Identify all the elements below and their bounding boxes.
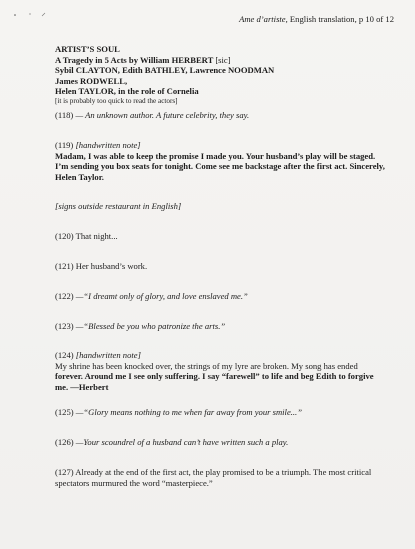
entry-118: (118) — An unknown author. A future celebrity, they say. <box>55 110 250 120</box>
entry-124: (124) [handwritten note] My shrine has been knocked over, the strings of my lyre are broken. My song has ended forever. Around me I see only suffering. I say “farewell” to life and beg Edith to forgive me. —Herbert <box>55 350 385 392</box>
cast-line-3: Helen TAYLOR, in the role of Cornelia <box>55 86 199 97</box>
signs-note: [signs outside restaurant in English] <box>55 201 182 211</box>
sic-note: [sic] <box>215 54 231 65</box>
play-title: ARTIST’S SOUL <box>55 44 120 54</box>
entry-122: (122) —“I dreamt only of glory, and love enslaved me.” <box>55 291 248 301</box>
entry-123: (123) —“Blessed be you who patronize the arts.” <box>55 321 226 331</box>
entry-127: (127) Already at the end of the first act, the play promised to be a triumph. The most critical spectators murmured the word “masterpiece.” <box>55 467 372 488</box>
handwritten-note-124: My shrine has been knocked over, the strings of my lyre are broken. My song has ended forever. Around me I see only suffering. I say “farewell” to life and beg Edith to forgive me. —Herbert <box>55 360 374 392</box>
scan-specks <box>12 10 52 18</box>
header-title: Ame d’artiste <box>239 14 286 24</box>
entry-121: (121) Her husband’s work. <box>55 261 148 271</box>
cast-line-1: Sybil CLAYTON, Edith BATHLEY, Lawrence NOODMAN <box>55 65 275 76</box>
header-page-info: , English translation, p 10 of 12 <box>285 14 394 24</box>
title-block <box>55 44 385 107</box>
actors-note: [it is probably too quick to read the actors] <box>55 96 178 105</box>
entry-125: (125) —“Glory means nothing to me when far away from your smile...” <box>55 407 302 417</box>
entry-126: (126) —Your scoundrel of a husband can’t have written such a play. <box>55 437 289 447</box>
page-header <box>239 14 394 24</box>
cast-line-2: James RODWELL, <box>55 75 128 86</box>
entry-119: (119) [handwritten note] Madam, I was able to keep the promise I made you. Your husband’s play will be staged. I’m sending you box seats for tonight. Come see me backstage after the first act. Sincerely, Helen Taylor. <box>55 140 385 182</box>
entry-120: (120) That night... <box>55 231 118 241</box>
handwritten-note-119: Madam, I was able to keep the promise I made you. Your husband’s play will be staged. I’m sending you box seats for tonight. Come see me backstage after the first act. Sincerely, Helen Taylor. <box>55 150 385 182</box>
play-subtitle: A Tragedy in 5 Acts by William HERBERT [sic] <box>55 54 231 65</box>
